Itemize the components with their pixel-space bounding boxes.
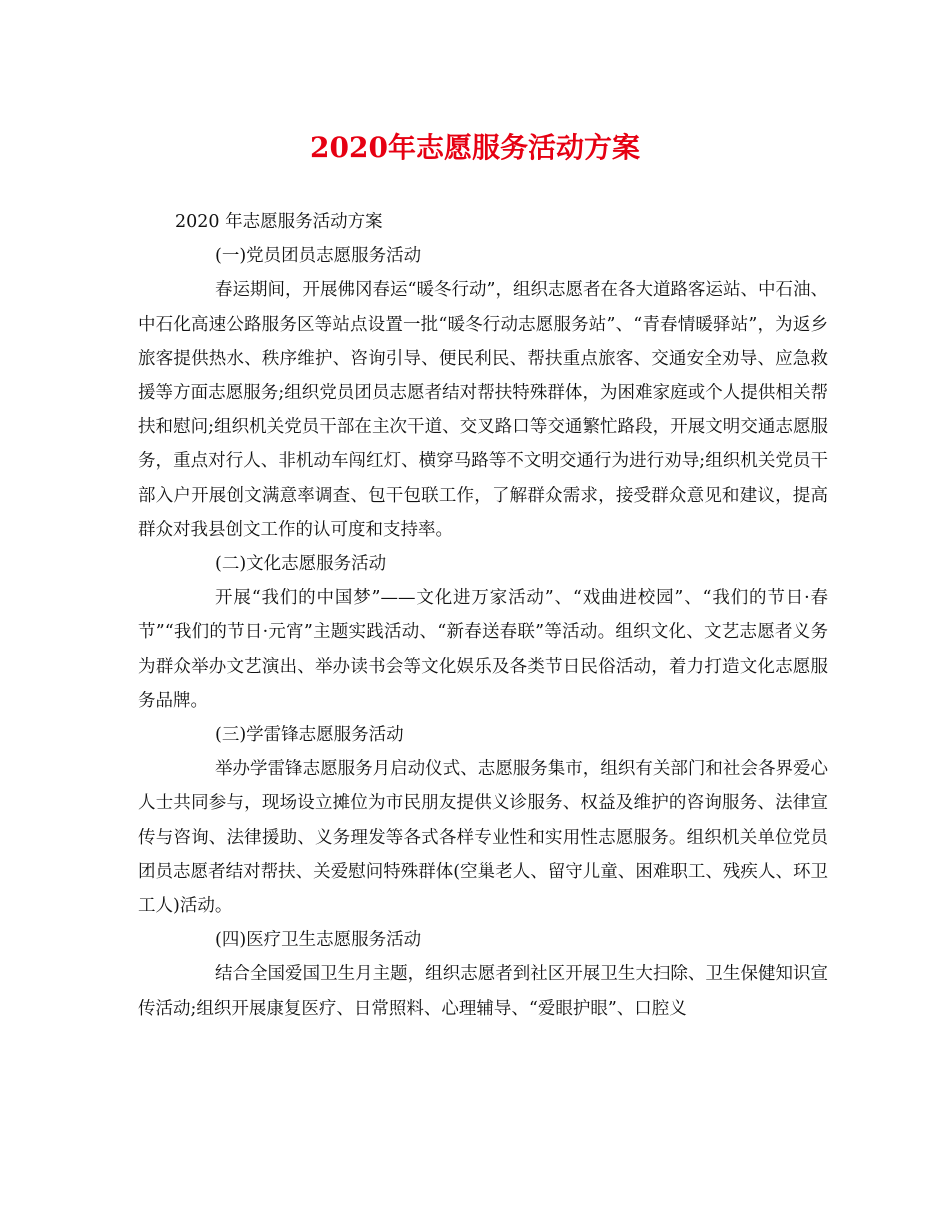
section-paragraph-4: 结合全国爱国卫生月主题，组织志愿者到社区开展卫生大扫除、卫生保健知识宣传活动;组织开展康复医疗、日常照料、心理辅导、“爱眼护眼”、口腔义	[138, 964, 828, 1019]
section-heading-2: (二)文化志愿服务活动	[215, 554, 387, 575]
document-subtitle: 2020 年志愿服务活动方案	[175, 212, 383, 232]
section-heading-4: (四)医疗卫生志愿服务活动	[215, 930, 422, 951]
document-body	[138, 205, 828, 1026]
section-heading-1: (一)党员团员志愿服务活动	[215, 246, 422, 267]
section-paragraph-2: 开展“我们的中国梦”——文化进万家活动”、“戏曲进校园”、“我们的节日·春节”“我们的节日·元宵”主题实践活动、“新春送春联”等活动。组织文化、文艺志愿者义务为群众举办文艺演出、举办读书会等文化娱乐及各类节日民俗活动，着力打造文化志愿服务品牌。	[138, 588, 828, 711]
document-title: 2020年志愿服务活动方案	[310, 131, 640, 164]
section-paragraph-3: 举办学雷锋志愿服务月启动仪式、志愿服务集市，组织有关部门和社会各界爱心人士共同参与，现场设立摊位为市民朋友提供义诊服务、权益及维护的咨询服务、法律宣传与咨询、法律援助、义务理发等各式各样专业性和实用性志愿服务。组织机关单位党员团员志愿者结对帮扶、关爱慰问特殊群体(空巢老人、留守儿童、困难职工、残疾人、环卫工人)活动。	[138, 759, 828, 917]
section-paragraph-1: 春运期间，开展佛冈春运“暖冬行动”，组织志愿者在各大道路客运站、中石油、中石化高速公路服务区等站点设置一批“暖冬行动志愿服务站”、“青春情暖驿站”，为返乡旅客提供热水、秩序维护、咨询引导、便民利民、帮扶重点旅客、交通安全劝导、应急救援等方面志愿服务;组织党员团员志愿者结对帮扶特殊群体，为困难家庭或个人提供相关帮扶和慰问;组织机关党员干部在主次干道、交叉路口等交通繁忙路段，开展文明交通志愿服务，重点对行人、非机动车闯红灯、横穿马路等不文明交通行为进行劝导;组织机关党员干部入户开展创文满意率调查、包干包联工作，了解群众需求，接受群众意见和建议，提高群众对我县创文工作的认可度和支持率。	[138, 280, 828, 540]
section-heading-3: (三)学雷锋志愿服务活动	[215, 725, 404, 746]
